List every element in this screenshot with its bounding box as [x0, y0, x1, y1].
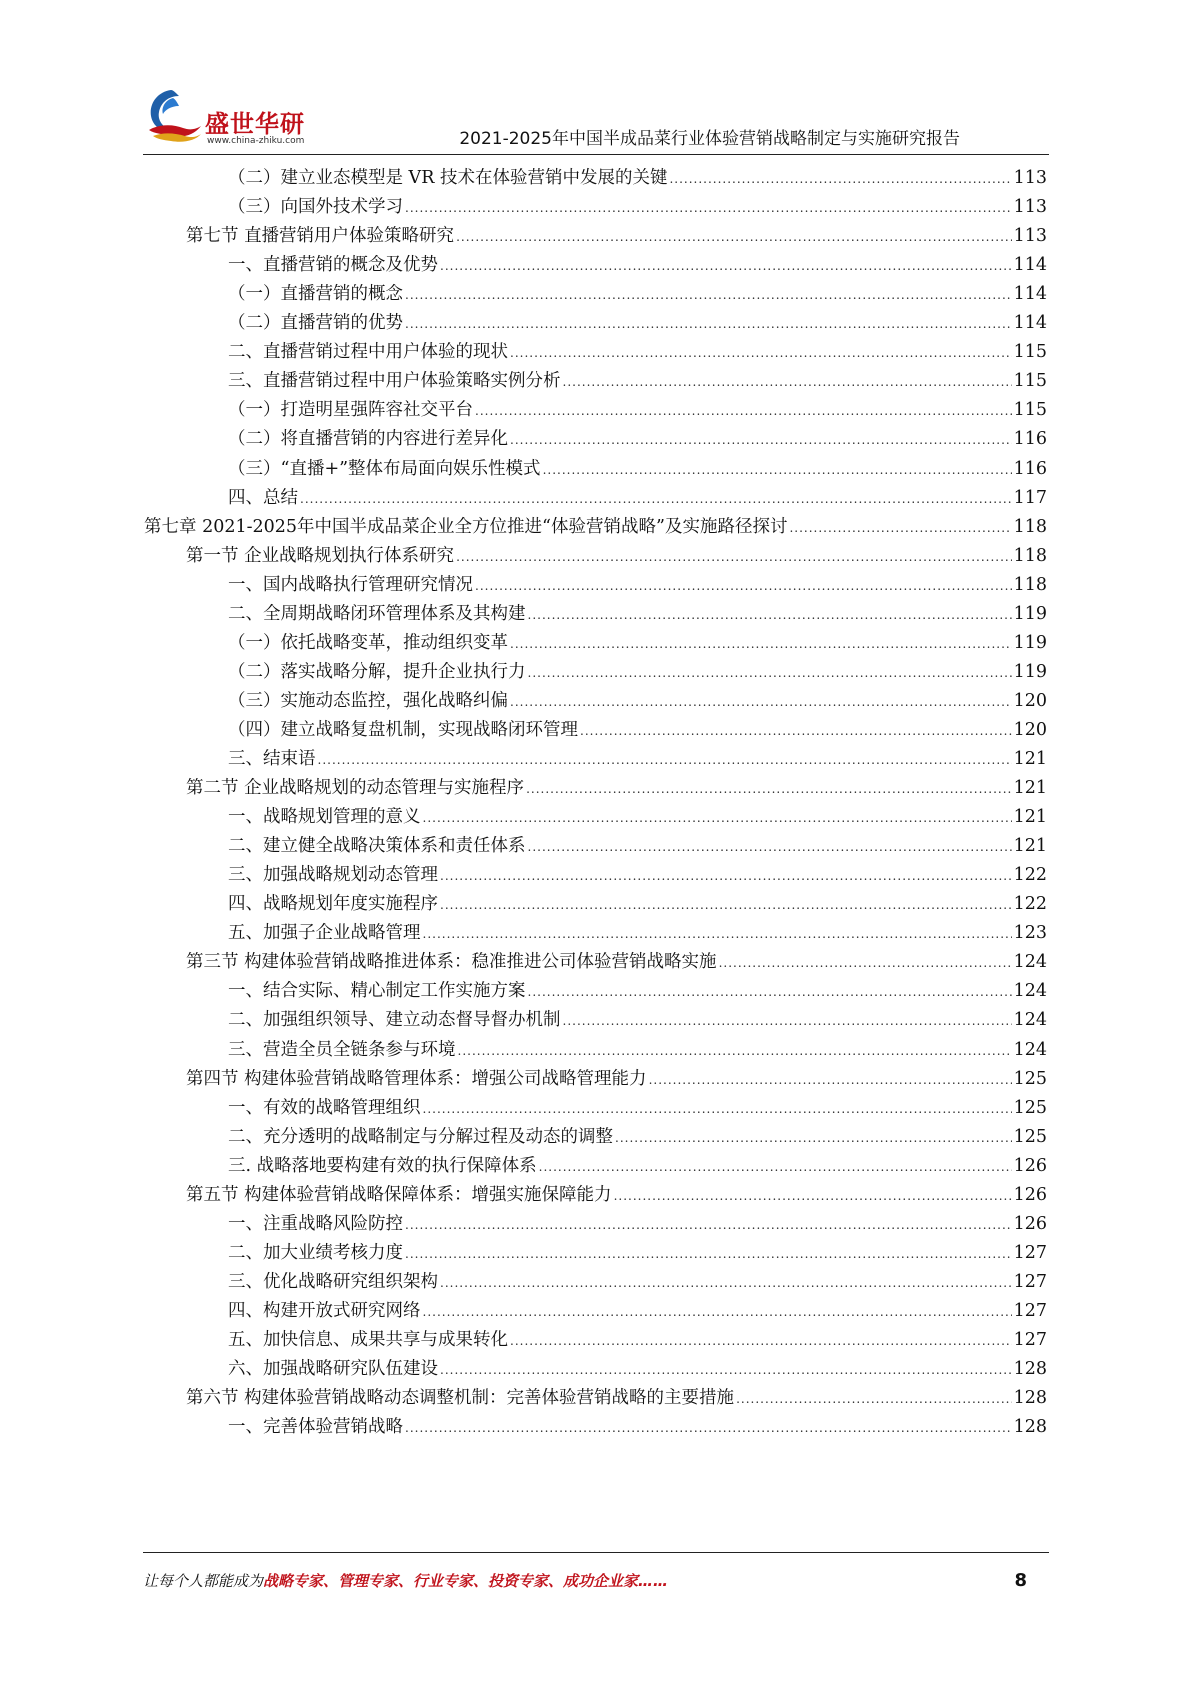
- toc-entry[interactable]: [186, 948, 1047, 976]
- toc-entry[interactable]: [228, 425, 1047, 453]
- toc-entry-title: 第一节 企业战略规划执行体系研究: [186, 545, 455, 566]
- toc-entry-title: （一）依托战略变革，推动组织变革: [228, 632, 508, 653]
- toc-leader-dots: [440, 891, 1012, 919]
- toc-entry-page: 115: [1013, 400, 1047, 421]
- toc-entry-title: 三、结束语: [228, 749, 316, 769]
- toc-entry-title: 六、加强战略研究队伍建设: [228, 1359, 438, 1380]
- page-footer: [143, 1570, 1049, 1600]
- toc-entry-page: 114: [1013, 313, 1047, 334]
- toc-entry[interactable]: [228, 600, 1047, 628]
- footer-slogan: [143, 1570, 668, 1591]
- toc-entry-page: 114: [1013, 255, 1047, 276]
- toc-entry-title: （二）落实战略分解，提升企业执行力: [228, 661, 526, 682]
- toc-entry-title: 第五节 构建体验营销战略保障体系：增强实施保障能力: [186, 1184, 612, 1205]
- toc-entry-page: 119: [1013, 632, 1047, 653]
- toc-entry-title: 二、加强组织领导、建立动态督导督办机制: [228, 1010, 561, 1031]
- toc-leader-dots: [510, 688, 1012, 716]
- toc-entry[interactable]: [228, 1152, 1047, 1180]
- toc-entry-title: 三、优化战略研究组织架构: [228, 1271, 438, 1292]
- toc-entry[interactable]: [228, 338, 1047, 366]
- page-number: 8: [1014, 1570, 1027, 1591]
- toc-leader-dots: [405, 1211, 1012, 1239]
- company-logo: [143, 84, 313, 154]
- page-header: [0, 0, 1191, 160]
- toc-leader-dots: [649, 1066, 1012, 1094]
- toc-entry[interactable]: [228, 716, 1047, 744]
- toc-entry[interactable]: [228, 1268, 1047, 1296]
- toc-entry-title: 一、完善体验营销战略: [228, 1417, 403, 1438]
- toc-entry-title: 二、直播营销过程中用户体验的现状: [228, 342, 508, 363]
- toc-entry[interactable]: [186, 774, 1047, 802]
- toc-entry-page: 114: [1013, 284, 1047, 305]
- toc-entry[interactable]: [228, 484, 1047, 512]
- toc-entry-title: （二）直播营销的优势: [228, 313, 403, 334]
- toc-entry[interactable]: [228, 832, 1047, 860]
- toc-entry-title: 第四节 构建体验营销战略管理体系：增强公司战略管理能力: [186, 1068, 647, 1089]
- toc-entry-title: 三、营造全员全链条参与环境: [228, 1039, 456, 1060]
- toc-leader-dots: [736, 1385, 1012, 1413]
- toc-leader-dots: [440, 862, 1012, 890]
- toc-entry[interactable]: [228, 396, 1047, 424]
- toc-entry-page: 127: [1013, 1271, 1047, 1292]
- toc-entry[interactable]: [186, 222, 1047, 250]
- toc-entry-page: 124: [1013, 952, 1047, 973]
- toc-entry-page: 125: [1013, 1097, 1047, 1118]
- logo-url: www.china-zhiku.com: [207, 136, 305, 146]
- toc-leader-dots: [614, 1182, 1012, 1210]
- toc-leader-dots: [510, 339, 1012, 367]
- toc-entry-page: 118: [1013, 574, 1047, 595]
- toc-leader-dots: [405, 281, 1012, 309]
- toc-leader-dots: [789, 514, 1011, 542]
- toc-entry-title: （二）建立业态模型是 VR 技术在体验营销中发展的关键: [228, 168, 668, 188]
- logo-emblem-icon: [143, 84, 205, 146]
- toc-entry[interactable]: [228, 1297, 1047, 1325]
- toc-entry-title: 二、充分透明的战略制定与分解过程及动态的调整: [228, 1126, 613, 1147]
- toc-leader-dots: [669, 165, 1011, 193]
- header-divider: [143, 154, 1049, 155]
- toc-leader-dots: [615, 1124, 1012, 1152]
- toc-entry[interactable]: [186, 542, 1047, 570]
- toc-entry-title: （三）实施动态监控，强化战略纠偏: [228, 690, 508, 711]
- toc-leader-dots: [510, 1327, 1012, 1355]
- toc-leader-dots: [405, 1414, 1012, 1442]
- toc-entry[interactable]: [144, 513, 1047, 541]
- toc-entry-title: 三、直播营销过程中用户体验策略实例分析: [228, 371, 561, 392]
- toc-leader-dots: [405, 194, 1012, 222]
- toc-leader-dots: [528, 601, 1012, 629]
- toc-entry-title: 四、总结: [228, 487, 298, 508]
- toc-entry-page: 119: [1013, 603, 1047, 624]
- toc-entry[interactable]: [228, 455, 1047, 483]
- toc-entry[interactable]: [186, 1181, 1047, 1209]
- toc-entry-title: （一）打造明星强阵容社交平台: [228, 400, 473, 421]
- toc-entry[interactable]: [228, 251, 1047, 279]
- toc-entry-title: 一、直播营销的概念及优势: [228, 255, 438, 276]
- toc-leader-dots: [440, 1269, 1012, 1297]
- toc-entry[interactable]: [228, 571, 1047, 599]
- toc-entry-page: 115: [1013, 371, 1047, 392]
- toc-entry[interactable]: [228, 309, 1047, 337]
- logo-name: 盛世华研: [205, 110, 305, 138]
- toc-leader-dots: [719, 949, 1012, 977]
- toc-leader-dots: [475, 572, 1012, 600]
- toc-entry-page: 127: [1013, 1330, 1047, 1350]
- toc-entry-title: 一、注重战略风险防控: [228, 1213, 403, 1234]
- toc-entry-page: 122: [1013, 865, 1047, 886]
- toc-entry-title: 第三节 构建体验营销战略推进体系：稳准推进公司体验营销战略实施: [186, 952, 717, 973]
- toc-entry[interactable]: [186, 1065, 1047, 1093]
- toc-entry-page: 125: [1013, 1068, 1047, 1089]
- toc-entry-title: 一、结合实际、精心制定工作实施方案: [228, 981, 526, 1002]
- toc-entry[interactable]: [228, 687, 1047, 715]
- toc-leader-dots: [423, 1298, 1012, 1326]
- toc-entry[interactable]: [228, 367, 1047, 395]
- toc-entry[interactable]: [228, 803, 1047, 831]
- toc-entry[interactable]: [228, 193, 1047, 221]
- toc-entry-title: 二、建立健全战略决策体系和责任体系: [228, 836, 526, 857]
- toc-leader-dots: [563, 368, 1012, 396]
- toc-entry-page: 118: [1013, 545, 1047, 566]
- toc-entry-page: 124: [1013, 981, 1047, 1002]
- toc-entry-title: 二、加大业绩考核力度: [228, 1242, 403, 1263]
- toc-entry-title: 第二节 企业战略规划的动态管理与实施程序: [186, 778, 525, 799]
- toc-entry[interactable]: [186, 1384, 1047, 1412]
- toc-leader-dots: [440, 1356, 1012, 1384]
- toc-entry-title: 第七章 2021-2025年中国半成品菜企业全方位推进“体验营销战略”及实施路径探讨: [144, 516, 788, 537]
- toc-entry-page: 120: [1013, 690, 1047, 711]
- toc-entry[interactable]: [228, 890, 1047, 918]
- footer-divider: [143, 1552, 1049, 1553]
- toc-entry-page: 124: [1013, 1039, 1047, 1060]
- toc-entry[interactable]: [228, 919, 1047, 947]
- toc-entry[interactable]: [228, 861, 1047, 889]
- toc-leader-dots: [456, 543, 1012, 571]
- toc-entry[interactable]: [228, 1239, 1047, 1267]
- toc-entry-title: 一、战略规划管理的意义: [228, 807, 421, 828]
- toc-entry-page: 113: [1013, 197, 1047, 218]
- toc-entry[interactable]: [228, 1355, 1047, 1383]
- toc-entry-page: 122: [1013, 894, 1047, 915]
- toc-leader-dots: [458, 1037, 1012, 1065]
- toc-entry-title: 五、加快信息、成果共享与成果转化: [228, 1330, 508, 1350]
- toc-entry-page: 126: [1013, 1155, 1047, 1176]
- toc-entry-page: 128: [1013, 1359, 1047, 1380]
- toc-leader-dots: [300, 485, 1012, 513]
- toc-entry-page: 113: [1013, 226, 1047, 247]
- toc-entry-title: 二、全周期战略闭环管理体系及其构建: [228, 603, 526, 624]
- toc-entry-page: 128: [1013, 1388, 1047, 1409]
- toc-entry[interactable]: [228, 1036, 1047, 1064]
- toc-entry[interactable]: [228, 1326, 1047, 1354]
- toc-leader-dots: [528, 833, 1012, 861]
- toc-entry[interactable]: [228, 1210, 1047, 1238]
- toc-leader-dots: [440, 252, 1012, 280]
- toc-entry-page: 115: [1013, 342, 1047, 363]
- toc-entry-page: 117: [1013, 487, 1047, 508]
- toc-entry-title: 一、有效的战略管理组织: [228, 1097, 421, 1118]
- toc-entry-page: 121: [1013, 749, 1047, 769]
- toc-entry-page: 125: [1013, 1126, 1047, 1147]
- toc-leader-dots: [528, 659, 1012, 687]
- toc-entry[interactable]: [228, 977, 1047, 1005]
- toc-leader-dots: [543, 456, 1012, 484]
- toc-leader-dots: [318, 746, 1012, 774]
- toc-entry-page: 116: [1013, 458, 1047, 479]
- toc-entry-title: 第六节 构建体验营销战略动态调整机制：完善体验营销战略的主要措施: [186, 1388, 735, 1409]
- toc-entry[interactable]: [228, 164, 1047, 192]
- toc-entry-title: （三）向国外技术学习: [228, 197, 403, 218]
- toc-leader-dots: [580, 717, 1012, 745]
- toc-leader-dots: [528, 978, 1012, 1006]
- footer-slogan-highlight: 战略专家、管理专家、行业专家、投资专家、成功企业家……: [263, 1572, 669, 1590]
- toc-entry-page: 121: [1013, 807, 1047, 828]
- toc-leader-dots: [475, 397, 1012, 425]
- toc-entry-title: 一、国内战略执行管理研究情况: [228, 574, 473, 595]
- toc-leader-dots: [423, 1095, 1012, 1123]
- toc-entry[interactable]: [228, 1123, 1047, 1151]
- toc-leader-dots: [456, 223, 1012, 251]
- toc-entry-page: 126: [1013, 1213, 1047, 1234]
- toc-leader-dots: [539, 1153, 1012, 1181]
- toc-leader-dots: [405, 1240, 1012, 1268]
- toc-entry-page: 120: [1013, 719, 1047, 740]
- toc-leader-dots: [510, 426, 1012, 454]
- toc-entry-title: 五、加强子企业战略管理: [228, 923, 421, 944]
- toc-entry-page: 123: [1013, 923, 1047, 944]
- toc-entry[interactable]: [228, 629, 1047, 657]
- toc-entry-page: 126: [1013, 1184, 1047, 1205]
- toc-entry-title: 第七节 直播营销用户体验策略研究: [186, 226, 455, 247]
- toc-entry-title: （四）建立战略复盘机制，实现战略闭环管理: [228, 719, 578, 740]
- toc-entry[interactable]: [228, 1006, 1047, 1034]
- report-title: 2021-2025年中国半成品菜行业体验营销战略制定与实施研究报告: [459, 129, 960, 149]
- toc-entry[interactable]: [228, 1413, 1047, 1441]
- toc-leader-dots: [526, 775, 1012, 803]
- toc-entry-title: 三. 战略落地要构建有效的执行保障体系: [228, 1155, 537, 1176]
- toc-entry-title: （三）“直播+”整体布局面向娱乐性模式: [228, 458, 541, 479]
- toc-entry-page: 124: [1013, 1010, 1047, 1031]
- toc-leader-dots: [405, 310, 1012, 338]
- toc-entry-title: 四、战略规划年度实施程序: [228, 894, 438, 915]
- toc-entry-page: 121: [1013, 836, 1047, 857]
- footer-slogan-prefix: 让每个人都能成为: [143, 1572, 264, 1590]
- toc-entry[interactable]: [228, 280, 1047, 308]
- toc-entry[interactable]: [228, 658, 1047, 686]
- toc-entry-page: 113: [1013, 168, 1047, 188]
- toc-entry-title: （二）将直播营销的内容进行差异化: [228, 429, 508, 450]
- toc-entry-title: （一）直播营销的概念: [228, 284, 403, 305]
- toc-entry-page: 116: [1013, 429, 1047, 450]
- toc-entry[interactable]: [228, 745, 1047, 773]
- toc-entry-page: 127: [1013, 1300, 1047, 1321]
- toc-leader-dots: [423, 804, 1012, 832]
- toc-leader-dots: [423, 920, 1012, 948]
- toc-entry-page: 128: [1013, 1417, 1047, 1438]
- toc-entry-page: 118: [1013, 516, 1047, 537]
- toc-entry-title: 三、加强战略规划动态管理: [228, 865, 438, 886]
- toc-leader-dots: [563, 1007, 1012, 1035]
- toc-entry-page: 121: [1013, 778, 1047, 799]
- toc-leader-dots: [510, 630, 1012, 658]
- toc-entry-title: 四、构建开放式研究网络: [228, 1300, 421, 1321]
- toc-entry-page: 127: [1013, 1242, 1047, 1263]
- toc-entry[interactable]: [228, 1094, 1047, 1122]
- toc-entry-page: 119: [1013, 661, 1047, 682]
